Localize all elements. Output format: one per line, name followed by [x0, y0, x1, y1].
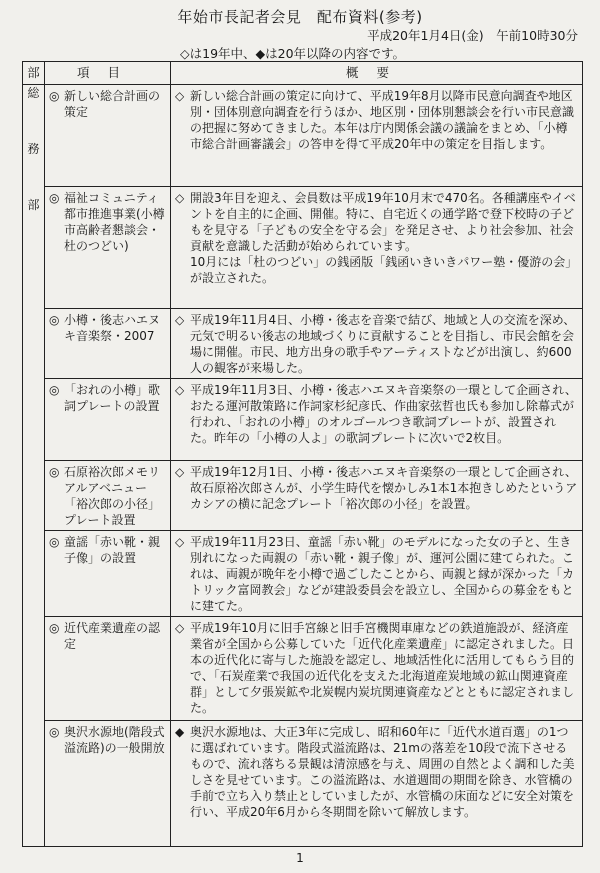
desc-cell [171, 379, 583, 461]
desc-paragraph: 奥沢水源地は、大正3年に完成し、昭和60年に「近代水道百選」の1つに選ばれています。階段式溢流路は、21mの落差を10段で流下させるもので、流れ落ちる景観は清涼感を与え、周囲の自然とよく調和した美しさを見せています。この溢流路は、水道週間の期間を除き、水管橋の手前で立ち入り禁止としていましたが、水管橋の床面などに安全対策を行い、平成20年6月から冬期間を除いて解放します。 [190, 725, 575, 819]
desc-mark: ◇ [175, 621, 185, 635]
desc-column-header [171, 62, 583, 85]
desc-paragraph-2: 10月には「杜のつどい」の銭函版「銭函いきいきパワー塾・優游の会」が設立された。 [190, 255, 578, 285]
item-cell [45, 187, 171, 309]
page-number: 1 [296, 851, 304, 865]
item-mark: ◎ [49, 535, 60, 549]
desc-text [190, 312, 578, 376]
table-row [23, 531, 583, 617]
desc-cell [171, 85, 583, 187]
item-column-header-label: 項目 [76, 65, 138, 80]
desc-cell [171, 309, 583, 379]
desc-text [190, 190, 578, 286]
item-mark: ◎ [49, 725, 60, 739]
dept-char: 部 [27, 198, 40, 212]
item-title: 小樽・後志ハエヌキ音楽祭・2007 [64, 313, 161, 343]
legend-note: ◇は19年中、◆は20年以降の内容です。 [180, 46, 406, 61]
desc-text [190, 724, 578, 820]
item-cell [45, 617, 171, 721]
table-row [23, 721, 583, 847]
table-row [23, 461, 583, 531]
table-row [23, 617, 583, 721]
item-cell [45, 85, 171, 187]
desc-mark: ◇ [175, 465, 185, 479]
dept-char: 務 [27, 142, 40, 156]
desc-mark: ◇ [175, 191, 185, 205]
document-title: 年始市長記者会見 配布資料(参考) [177, 8, 423, 26]
item-mark: ◎ [49, 191, 60, 205]
item-cell [45, 461, 171, 531]
desc-mark: ◇ [175, 313, 185, 327]
item-cell [45, 309, 171, 379]
table-row [23, 379, 583, 461]
desc-paragraph: 平成19年10月に旧手宮線と旧手宮機関車庫などの鉄道施設が、経済産業省が全国から公募していた「近代化産業遺産」に認定されました。日本の近代化に寄与した施設を認定し、地域活性化に活用してもらう目的で、「石炭産業で我国の近代化を支えた北海道産炭地域の鉱山関連資産群」として夕張炭鉱や北炭幌内炭坑関連資産などとともに認定されました。 [190, 621, 575, 715]
desc-mark: ◇ [175, 535, 185, 549]
desc-mark: ◆ [175, 725, 185, 739]
item-cell [45, 721, 171, 847]
item-cell [45, 531, 171, 617]
item-title: 「おれの小樽」歌詞プレートの設置 [64, 383, 161, 413]
desc-paragraph: 平成19年11月23日、童謡「赤い靴」のモデルになった女の子と、生き別れになった両親の「赤い靴・親子像」が、運河公園に建てられた。これは、両親が晩年を小樽で過ごしたことから、両親と縁が深かった「カトリック富岡教会」などが建設委員会を設立し、全国からの募金をもとに建てた。 [190, 535, 575, 613]
table-header-row [23, 62, 583, 85]
desc-cell [171, 617, 583, 721]
table-row [23, 85, 583, 187]
table-row [23, 187, 583, 309]
item-mark: ◎ [49, 465, 60, 479]
desc-cell [171, 531, 583, 617]
dept-column-header: 部 [23, 62, 45, 85]
table-row [23, 309, 583, 379]
dept-cell [23, 85, 45, 847]
desc-mark: ◇ [175, 383, 185, 397]
desc-cell [171, 461, 583, 531]
desc-mark: ◇ [175, 89, 185, 103]
item-title: 福祉コミュニティ都市推進事業(小樽市高齢者懇談会・杜のつどい) [64, 191, 165, 253]
desc-cell [171, 187, 583, 309]
item-mark: ◎ [49, 313, 60, 327]
dept-char: 総 [27, 86, 40, 100]
desc-text [190, 382, 578, 446]
item-mark: ◎ [49, 621, 60, 635]
desc-text [190, 620, 578, 716]
item-title: 近代産業遺産の認定 [64, 621, 161, 651]
item-title: 石原裕次郎メモリアルアベニュー「裕次郎の小径」プレート設置 [64, 465, 161, 527]
desc-column-header-label: 概要 [345, 65, 407, 80]
document-date: 平成20年1月4日(金) 午前10時30分 [367, 28, 578, 43]
desc-paragraph: 平成19年12月1日、小樽・後志ハエヌキ音楽祭の一環として企画され、故石原裕次郎さんが、小学生時代を懐かしみ1本1本抱きしめたというアカシアの横に記念プレート「裕次郎の小径」を設置。 [190, 465, 578, 511]
desc-paragraph: 平成19年11月4日、小樽・後志を音楽で結び、地域と人の交流を深め、元気で明るい後志の地域づくりに貢献することを目指し、市民会館を会場に開催。市民、地方出身の歌手やアーティストなどが出演し、約600人の観客が来場した。 [190, 313, 576, 375]
summary-table [22, 61, 583, 847]
desc-text [190, 534, 578, 614]
item-mark: ◎ [49, 89, 60, 103]
desc-paragraph: 平成19年11月3日、小樽・後志ハエヌキ音楽祭の一環として企画され、おたる運河散策路に作詞家杉紀彦氏、作曲家弦哲也氏も参加し除幕式が行われ、「おれの小樽」のオルゴールつき歌詞プレートが、設置された。昨年の「小樽の人よ」の歌詞プレートに次いで2枚目。 [190, 383, 577, 445]
item-column-header [45, 62, 171, 85]
desc-paragraph: 開設3年目を迎え、会員数は平成19年10月末で470名。各種講座やイベントを自主的に企画、開催。特に、自宅近くの通学路で登下校時の子どもを見守る「子どもの安全を守る会」を発足させ、より社会参加、社会貢献を意識した活動が始められています。 [190, 191, 576, 253]
desc-cell [171, 721, 583, 847]
item-title: 新しい総合計画の策定 [64, 89, 161, 119]
desc-text [190, 464, 578, 512]
item-title: 童謡「赤い靴・親子像」の設置 [64, 535, 161, 565]
desc-paragraph: 新しい総合計画の策定に向けて、平成19年8月以降市民意向調査や地区別・団体別意向調査を行うほか、地区別・団体別懇談会を行い市民意識の把握に努めてきました。本年は庁内関係会議の議論をまとめ、「小樽市総合計画審議会」の答申を得て平成20年中の策定を目指します。 [190, 89, 575, 151]
desc-text [190, 88, 578, 152]
item-title: 奥沢水源地(階段式溢流路)の一般開放 [64, 725, 165, 755]
item-mark: ◎ [49, 383, 60, 397]
item-cell [45, 379, 171, 461]
